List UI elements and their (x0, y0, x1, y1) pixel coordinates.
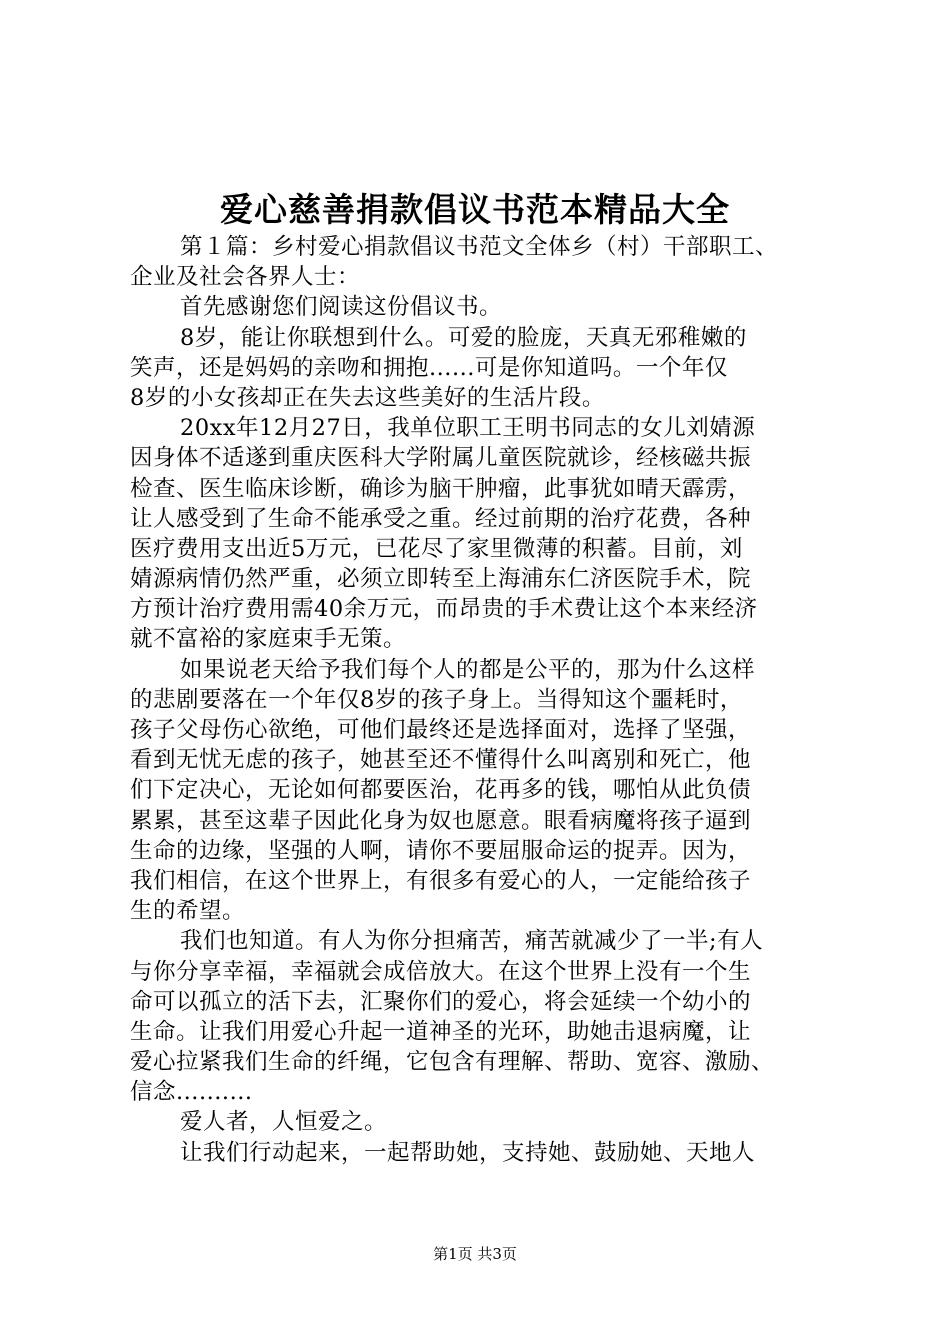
document-body (130, 232, 830, 1168)
body-text-line: 爱人者，人恒爱之。 (180, 1109, 388, 1136)
document-title: 爱心慈善捐款倡议书范本精品大全 (220, 190, 730, 229)
body-text-line: 我们相信，在这个世界上，有很多有爱心的人，一定能给孩子 (130, 867, 752, 894)
body-text-line: 笑声，还是妈妈的亲吻和拥抱......可是你知道吗。一个年仅 (130, 354, 728, 381)
body-text-line: 让人感受到了生命不能承受之重。经过前期的治疗花费，各种 (130, 505, 752, 532)
page-footer: 第1页 共3页 (433, 1245, 517, 1263)
body-text-line: 方预计治疗费用需40余万元，而昂贵的手术费让这个本来经济 (130, 596, 758, 623)
body-text-line: 企业及社会各界人士： (130, 264, 361, 291)
body-text-line: 如果说老天给予我们每个人的都是公平的，那为什么这样 (180, 656, 756, 683)
body-text-line: 我们也知道。有人为你分担痛苦，痛苦就减少了一半;有人 (180, 928, 764, 955)
body-text-line: 就不富裕的家庭束手无策。 (130, 626, 407, 653)
body-text-line: 让我们行动起来，一起帮助她，支持她、鼓励她、天地人 (180, 1139, 756, 1166)
body-text-line: 们下定决心，无论如何都要医治，花再多的钱，哪怕从此负债 (130, 777, 752, 804)
body-text-line: 检查、医生临床诊断，确诊为脑干肿瘤，此事犹如晴天霹雳， (130, 475, 752, 502)
body-text-line: 爱心拉紧我们生命的纤绳，它包含有理解、帮助、宽容、激励、 (130, 1049, 775, 1076)
body-text-line: 看到无忧无虑的孩子，她甚至还不懂得什么叫离别和死亡，他 (130, 747, 752, 774)
body-text-line: 生的希望。 (130, 898, 246, 925)
body-text-line: 生命的边缘，坚强的人啊，请你不要屈服命运的捉弄。因为， (130, 837, 752, 864)
body-text-line: 孩子父母伤心欲绝，可他们最终还是选择面对，选择了坚强， (130, 717, 752, 743)
body-text-line: 命可以孤立的活下去，汇聚你们的爱心，将会延续一个幼小的 (130, 988, 752, 1015)
body-text-line: 8岁的小女孩却正在失去这些美好的生活片段。 (130, 384, 605, 411)
body-text-line: 首先感谢您们阅读这份倡议书。 (180, 294, 503, 321)
body-text-line: 的悲剧要落在一个年仅8岁的孩子身上。当得知这个噩耗时， (130, 686, 743, 713)
body-text-line: 生命。让我们用爱心升起一道神圣的光环，助她击退病魔，让 (130, 1018, 752, 1045)
body-text-line: 与你分享幸福，幸福就会成倍放大。在这个世界上没有一个生 (130, 958, 752, 985)
body-text-line: 20xx年12月27日，我单位职工王明书同志的女儿刘婧源 (180, 415, 756, 442)
body-text-line: 8岁，能让你联想到什么。可爱的脸庞，天真无邪稚嫩的 (180, 324, 747, 351)
body-text-line: 因身体不适遂到重庆医科大学附属儿童医院就诊，经核磁共振 (130, 445, 752, 472)
body-text-line: 医疗费用支出近5万元，已花尽了家里微薄的积蓄。目前，刘 (130, 535, 743, 562)
body-text-line: 累累，甚至这辈子因此化身为奴也愿意。眼看病魔将孩子逼到 (130, 807, 752, 834)
body-text-line: 信念.......... (130, 1079, 253, 1106)
body-text-line: 第１篇：乡村爱心捐款倡议书范文全体乡（村）干部职工、 (180, 234, 779, 260)
body-text-line: 婧源病情仍然严重，必须立即转至上海浦东仁济医院手术，院 (130, 566, 752, 593)
